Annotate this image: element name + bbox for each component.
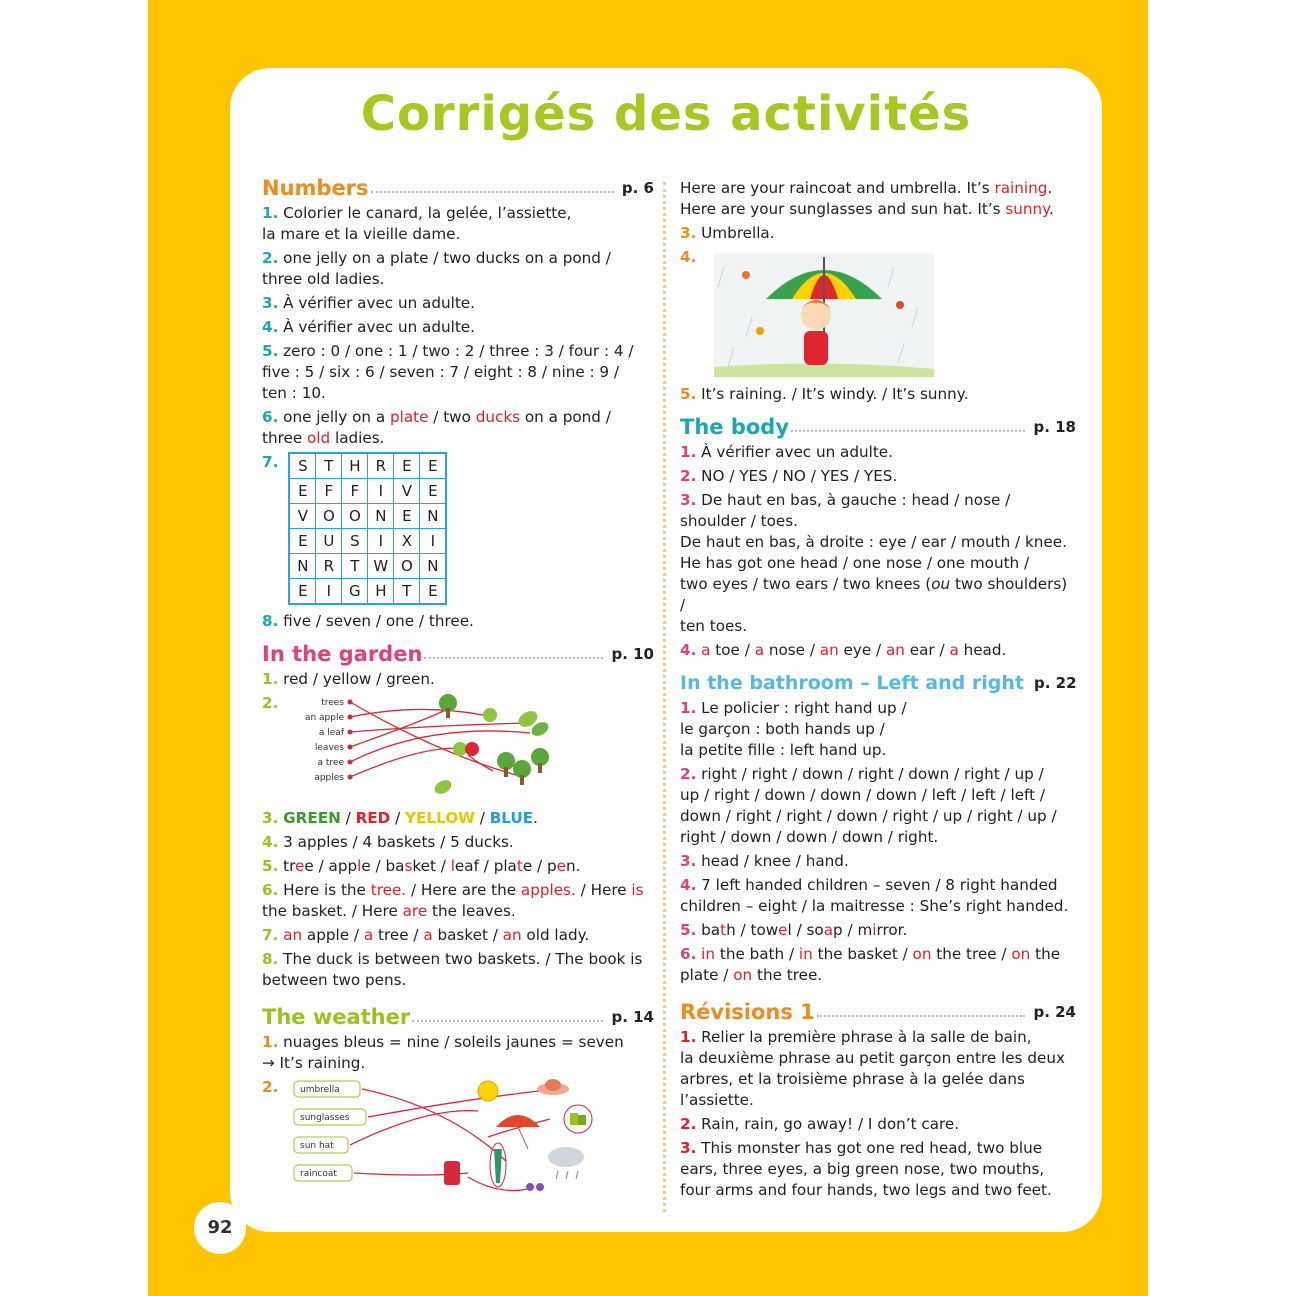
item-text: h / tow: [726, 921, 779, 939]
wordsearch-item: [262, 452, 654, 605]
item-number: 3.: [680, 1139, 697, 1157]
answer-item: [262, 611, 654, 632]
section-title: In the bathroom – Left and right: [680, 672, 1024, 694]
highlight-word: sunny: [1005, 200, 1050, 218]
item-text: p / m: [833, 921, 873, 939]
wordsearch-row: [289, 529, 446, 554]
item-text: Le policier : right hand up /: [701, 699, 907, 717]
item-text: eye /: [838, 641, 886, 659]
match-word: an apple: [305, 713, 345, 723]
item-text: la deuxième phrase au petit garçon entre les deux: [680, 1049, 1065, 1067]
item-text: red / yellow / green.: [283, 670, 435, 688]
highlight-word: an: [502, 926, 522, 944]
match-word: umbrella: [300, 1085, 341, 1095]
item-text: e / ba: [361, 857, 405, 875]
answer-item: [680, 442, 1076, 463]
closed-umbrella-icon: [490, 1143, 506, 1187]
wordsearch-cell: I: [368, 529, 394, 554]
item-number: 4.: [680, 876, 697, 894]
wordsearch-cell: E: [394, 504, 420, 529]
match-word: sun hat: [300, 1141, 335, 1151]
item-number: 7.: [262, 926, 279, 944]
section-page-ref: p. 10: [611, 645, 654, 663]
item-text: five / seven / one / three.: [283, 612, 474, 630]
item-text: ba: [701, 921, 721, 939]
item-number: 4.: [262, 833, 279, 851]
item-number: 3.: [262, 809, 279, 827]
item-number: 1.: [262, 1033, 279, 1051]
answer-item: [262, 248, 654, 290]
answer-item: [262, 317, 654, 338]
sun-hat-icon: [537, 1079, 569, 1095]
item-text: Rain, rain, go away! / I don’t care.: [701, 1115, 960, 1133]
item-text: the basket /: [812, 945, 913, 963]
item-number: 5.: [680, 385, 697, 403]
page-number: 92: [194, 1202, 246, 1254]
item-text: De haut en bas, à gauche : head / nose /: [701, 491, 1011, 509]
item-text: This monster has got one red head, two blue: [701, 1139, 1043, 1157]
answer-item: [680, 944, 1076, 986]
matching-exercise: [262, 693, 654, 805]
leaves-icon: [516, 708, 551, 739]
item-number: 8.: [262, 612, 279, 630]
wordsearch-cell: O: [394, 554, 420, 579]
match-word: apples: [314, 773, 345, 783]
match-word: a tree: [317, 758, 345, 768]
separator: /: [390, 809, 406, 827]
answer-item: [262, 832, 654, 853]
item-text: / two: [428, 408, 476, 426]
item-number: 2.: [680, 1115, 697, 1133]
item-text: ten : 10.: [262, 384, 326, 402]
item-text: head / knee / hand.: [701, 852, 849, 870]
answer-item: [262, 925, 654, 946]
color-word: YELLOW: [405, 809, 475, 827]
raincoat-icon: [444, 1161, 460, 1185]
wordsearch-cell: E: [420, 479, 447, 504]
leaf-icon: [433, 777, 455, 796]
answer-item: [262, 1032, 654, 1074]
section-body-header: [680, 417, 1076, 438]
highlight-letter: e: [295, 857, 305, 875]
item-text: ket /: [412, 857, 451, 875]
item-text: three: [262, 429, 308, 447]
answer-item: [262, 808, 654, 829]
item-text: It’s raining. / It’s windy. / It’s sunny.: [701, 385, 969, 403]
answer-item: [262, 203, 654, 245]
sun-icon: [478, 1081, 498, 1101]
item-number: 1.: [680, 1028, 697, 1046]
match-word: trees: [321, 698, 345, 708]
item-number: 2.: [262, 1078, 279, 1096]
highlight-word: an: [819, 641, 839, 659]
highlight-word: a: [949, 641, 959, 659]
wordsearch-cell: N: [420, 554, 447, 579]
item-number: 8.: [262, 950, 279, 968]
item-text: tr: [283, 857, 296, 875]
item-number: 6.: [262, 881, 279, 899]
match-word: a leaf: [319, 728, 345, 738]
answer-item: [680, 466, 1076, 487]
answer-item: [680, 764, 1076, 848]
item-number: 2.: [680, 765, 697, 783]
item-number: 6.: [680, 945, 697, 963]
highlight-word: are: [402, 902, 428, 920]
highlight-word: tree.: [370, 881, 407, 899]
item-text: one jelly on a: [283, 408, 390, 426]
highlight-word: an: [283, 926, 303, 944]
section-revisions-header: [680, 1002, 1076, 1023]
item-number: 3.: [680, 491, 697, 509]
item-text: three old ladies.: [262, 270, 385, 288]
item-text: .: [1047, 179, 1053, 197]
wordsearch-cell: T: [394, 579, 420, 605]
item-number: 5.: [262, 857, 279, 875]
item-number: 1.: [262, 670, 279, 688]
item-text: the leaves.: [427, 902, 516, 920]
item-text: old lady.: [521, 926, 590, 944]
answer-item: [262, 880, 654, 922]
wordsearch-cell: R: [316, 554, 342, 579]
answer-item: [680, 1114, 1076, 1135]
wordsearch-row: [289, 453, 446, 479]
item-text: Here are your raincoat and umbrella. It’s: [680, 179, 995, 197]
wordsearch-cell: W: [368, 554, 394, 579]
wordsearch-row: [289, 479, 446, 504]
answer-item: [262, 669, 654, 690]
answer-item: [680, 384, 1076, 405]
wordsearch-cell: E: [394, 453, 420, 479]
page-title: Corrigés des activités: [360, 86, 972, 142]
leader-dots: [791, 430, 1025, 432]
item-text: arbres, et la troisième phrase à la gelée dans: [680, 1070, 1025, 1088]
section-title: The weather: [262, 1005, 411, 1029]
section-garden-header: [262, 644, 654, 665]
wordsearch-cell: H: [368, 579, 394, 605]
item-text: la mare et la vieille dame.: [262, 225, 461, 243]
highlight-word: in: [701, 945, 716, 963]
answer-item: [680, 1027, 1076, 1111]
match-word: raincoat: [300, 1169, 338, 1179]
wordsearch-cell: T: [316, 453, 342, 479]
wordsearch-cell: I: [420, 529, 447, 554]
item-text: Here is the: [283, 881, 371, 899]
item-text: 3 apples / 4 baskets / 5 ducks.: [283, 833, 514, 851]
item-text: eaf / pla: [454, 857, 517, 875]
item-text: ear /: [904, 641, 950, 659]
item-text: up / right / down / down / down / left / left / left /: [680, 786, 1046, 804]
color-word: RED: [355, 809, 391, 827]
garden-matching-illustration: [278, 693, 578, 805]
item-text: two eyes / two ears / two knees (: [680, 575, 932, 593]
item-text: zero : 0 / one : 1 / two : 2 / three : 3 / four : 4 /: [283, 342, 634, 360]
item-number: 4.: [680, 248, 697, 266]
item-number: 6.: [262, 408, 279, 426]
boots-icon: [564, 1105, 592, 1133]
answer-item: [680, 875, 1076, 917]
item-text: the basket. / Here: [262, 902, 403, 920]
item-text: 7 left handed children – seven / 8 right handed: [701, 876, 1058, 894]
highlight-word: on: [912, 945, 932, 963]
section-title: The body: [680, 415, 790, 439]
item-text: one jelly on a plate / two ducks on a pond /: [283, 249, 611, 267]
highlight-letter: t: [516, 857, 523, 875]
highlight-word: raining: [994, 179, 1048, 197]
section-title: In the garden: [262, 642, 423, 666]
column-divider: [663, 182, 666, 1212]
wordsearch-cell: E: [420, 453, 447, 479]
item-text: two shoulders) /: [680, 575, 1068, 614]
highlight-letter: l: [450, 857, 455, 875]
right-column: [680, 178, 1076, 1204]
item-number: 3.: [262, 294, 279, 312]
wordsearch-cell: S: [342, 529, 368, 554]
item-text: five : 5 / six : 6 / seven : 7 / eight : 8 / nine : 9 /: [262, 363, 620, 381]
wordsearch-cell: E: [420, 579, 447, 605]
answer-item: [262, 293, 654, 314]
wordsearch-cell: E: [289, 479, 316, 504]
item-text: right / right / down / right / down / right / up /: [701, 765, 1044, 783]
item-number: 5.: [680, 921, 697, 939]
item-text: À vérifier avec un adulte.: [701, 443, 893, 461]
item-text: toe /: [710, 641, 755, 659]
wordsearch-cell: R: [368, 453, 394, 479]
section-bathroom-header: [680, 673, 1076, 694]
wordsearch-cell: U: [316, 529, 342, 554]
item-text: the: [1030, 945, 1061, 963]
highlight-word: old: [307, 429, 331, 447]
trees-icon: [497, 748, 549, 785]
item-text: la petite fille : left hand up.: [680, 741, 887, 759]
item-text: four arms and four hands, two legs and two feet.: [680, 1181, 1052, 1199]
item-text: ears, three eyes, a big green nose, two mouths,: [680, 1160, 1045, 1178]
item-number: 3.: [680, 852, 697, 870]
item-number: 4.: [262, 318, 279, 336]
item-text: NO / YES / NO / YES / YES.: [701, 467, 898, 485]
wordsearch-cell: N: [420, 504, 447, 529]
wordsearch-cell: F: [316, 479, 342, 504]
weather-matching-illustration: [278, 1077, 594, 1199]
item-text: n.: [565, 857, 581, 875]
wordsearch-row: [289, 579, 446, 605]
wordsearch-cell: N: [289, 554, 316, 579]
separator: /: [340, 809, 356, 827]
answer-item: [680, 920, 1076, 941]
item-number: 5.: [262, 342, 279, 360]
wordsearch-cell: N: [368, 504, 394, 529]
item-text: tree /: [373, 926, 424, 944]
item-text: De haut en bas, à droite : eye / ear / mouth / knee.: [680, 533, 1067, 551]
item-text: children – eight / la maitresse : She’s right handed.: [680, 897, 1069, 915]
highlight-word: on: [733, 966, 753, 984]
highlight-letter: t: [720, 921, 727, 939]
section-page-ref: p. 24: [1033, 1003, 1076, 1021]
item-text: ten toes.: [680, 617, 748, 635]
wordsearch-cell: F: [342, 479, 368, 504]
boy-umbrella-illustration: [704, 247, 944, 381]
answer-item: [680, 490, 1076, 637]
separator: .: [533, 809, 538, 827]
item-text: between two pens.: [262, 971, 407, 989]
item-text-italic: ou: [931, 575, 951, 593]
highlight-word: a: [754, 641, 764, 659]
wordsearch-cell: I: [316, 579, 342, 605]
highlight-letter: l: [357, 857, 362, 875]
wordsearch-row: [289, 554, 446, 579]
answer-item: [262, 856, 654, 877]
item-text: le garçon : both hands up /: [680, 720, 885, 738]
item-text: Relier la première phrase à la salle de bain,: [701, 1028, 1032, 1046]
highlight-word: on: [1011, 945, 1031, 963]
item-text: shoulder / toes.: [680, 512, 799, 530]
highlight-word: in: [798, 945, 813, 963]
leader-dots: [412, 1020, 603, 1022]
item-text: e / p: [522, 857, 557, 875]
answer-item: [680, 223, 1076, 244]
section-numbers-header: [262, 178, 654, 199]
sunglasses-icon: [526, 1183, 544, 1191]
wordsearch-cell: O: [316, 504, 342, 529]
highlight-word: is: [631, 881, 644, 899]
drawing-item: [680, 247, 1076, 381]
item-number: 3.: [680, 224, 697, 242]
item-text: À vérifier avec un adulte.: [283, 318, 475, 336]
color-word: BLUE: [489, 809, 534, 827]
item-number: 1.: [680, 443, 697, 461]
item-text: / Here: [575, 881, 632, 899]
color-word: GREEN: [283, 809, 341, 827]
item-number: 1.: [262, 204, 279, 222]
item-text: Here are your sunglasses and sun hat. It’s: [680, 200, 1006, 218]
item-number: 2.: [262, 694, 279, 712]
item-text: .: [1049, 200, 1054, 218]
item-number: 2.: [680, 467, 697, 485]
answer-item: [680, 698, 1076, 761]
answer-line: [680, 178, 1076, 220]
item-text: on a pond /: [520, 408, 611, 426]
answer-item: [262, 949, 654, 991]
item-text: the tree.: [752, 966, 823, 984]
item-text: head.: [958, 641, 1007, 659]
wordsearch-cell: V: [394, 479, 420, 504]
separator: /: [474, 809, 490, 827]
wordsearch-cell: S: [289, 453, 316, 479]
answer-item: [262, 341, 654, 404]
wordsearch-row: [289, 504, 446, 529]
match-word: sunglasses: [300, 1113, 350, 1123]
leader-dots: [371, 191, 614, 193]
wordsearch-cell: O: [342, 504, 368, 529]
wordsearch-cell: H: [342, 453, 368, 479]
highlight-word: a: [701, 641, 711, 659]
item-text: the bath /: [715, 945, 799, 963]
wordsearch-cell: G: [342, 579, 368, 605]
highlight-word: a: [363, 926, 374, 944]
item-text: l’assiette.: [680, 1091, 754, 1109]
leader-dots: [817, 1015, 1026, 1017]
highlight-letter: i: [872, 921, 877, 939]
section-title: Révisions 1: [680, 1000, 815, 1024]
highlight-word: ducks: [475, 408, 521, 426]
wordsearch-cell: X: [394, 529, 420, 554]
answer-item: [680, 1138, 1076, 1201]
item-text: l / so: [787, 921, 824, 939]
section-page-ref: p. 22: [1033, 674, 1077, 692]
item-number: 2.: [262, 249, 279, 267]
item-text: down / right / right / down / right / up / right / up /: [680, 807, 1057, 825]
section-weather-header: [262, 1007, 654, 1028]
item-text: right / down / down / down / right.: [680, 828, 939, 846]
highlight-letter: s: [404, 857, 413, 875]
item-text: Umbrella.: [701, 224, 775, 242]
wordsearch-cell: E: [289, 579, 316, 605]
item-text: → It’s raining.: [262, 1054, 366, 1072]
wordsearch-cell: I: [368, 479, 394, 504]
item-text: e / app: [304, 857, 358, 875]
apple-icon: [483, 708, 497, 722]
item-number: 4.: [680, 641, 697, 659]
tree-icon: [439, 694, 457, 718]
item-number: 7.: [262, 453, 279, 471]
item-text: À vérifier avec un adulte.: [283, 294, 475, 312]
wordsearch-grid: [288, 452, 447, 605]
item-text: / Here are the: [406, 881, 521, 899]
section-page-ref: p. 18: [1033, 418, 1076, 436]
highlight-word: apples.: [520, 881, 576, 899]
matching-exercise: [262, 1077, 654, 1199]
highlight-word: plate: [389, 408, 429, 426]
wordsearch-cell: E: [289, 529, 316, 554]
highlight-letter: e: [556, 857, 566, 875]
item-text: the tree /: [931, 945, 1012, 963]
item-number: 1.: [680, 699, 697, 717]
item-text: Colorier le canard, la gelée, l’assiette,: [283, 204, 572, 222]
section-page-ref: p. 14: [611, 1008, 654, 1026]
wordsearch-cell: V: [289, 504, 316, 529]
cloud-rain-icon: [548, 1147, 584, 1179]
section-title: Numbers: [262, 176, 369, 200]
item-text: apple /: [302, 926, 364, 944]
item-text: plate /: [680, 966, 734, 984]
answer-item: [680, 640, 1076, 661]
left-column: [262, 178, 654, 1202]
answer-item: [262, 407, 654, 449]
answer-item: [680, 851, 1076, 872]
item-text: nuages bleus = nine / soleils jaunes = seven: [283, 1033, 624, 1051]
highlight-letter: e: [778, 921, 788, 939]
section-page-ref: p. 6: [621, 179, 654, 197]
leader-dots: [424, 657, 603, 659]
item-text: The duck is between two baskets. / The book is: [283, 950, 643, 968]
item-text: ladies.: [330, 429, 385, 447]
highlight-word: an: [886, 641, 905, 659]
item-text: nose /: [764, 641, 820, 659]
highlight-letter: a: [823, 921, 834, 939]
highlight-word: a: [423, 926, 433, 944]
wordsearch-cell: T: [342, 554, 368, 579]
item-text: He has got one head / one nose / one mouth /: [680, 554, 1030, 572]
item-text: basket /: [432, 926, 503, 944]
item-text: rror.: [876, 921, 908, 939]
match-word: leaves: [315, 743, 345, 753]
apples-icon: [453, 742, 479, 756]
